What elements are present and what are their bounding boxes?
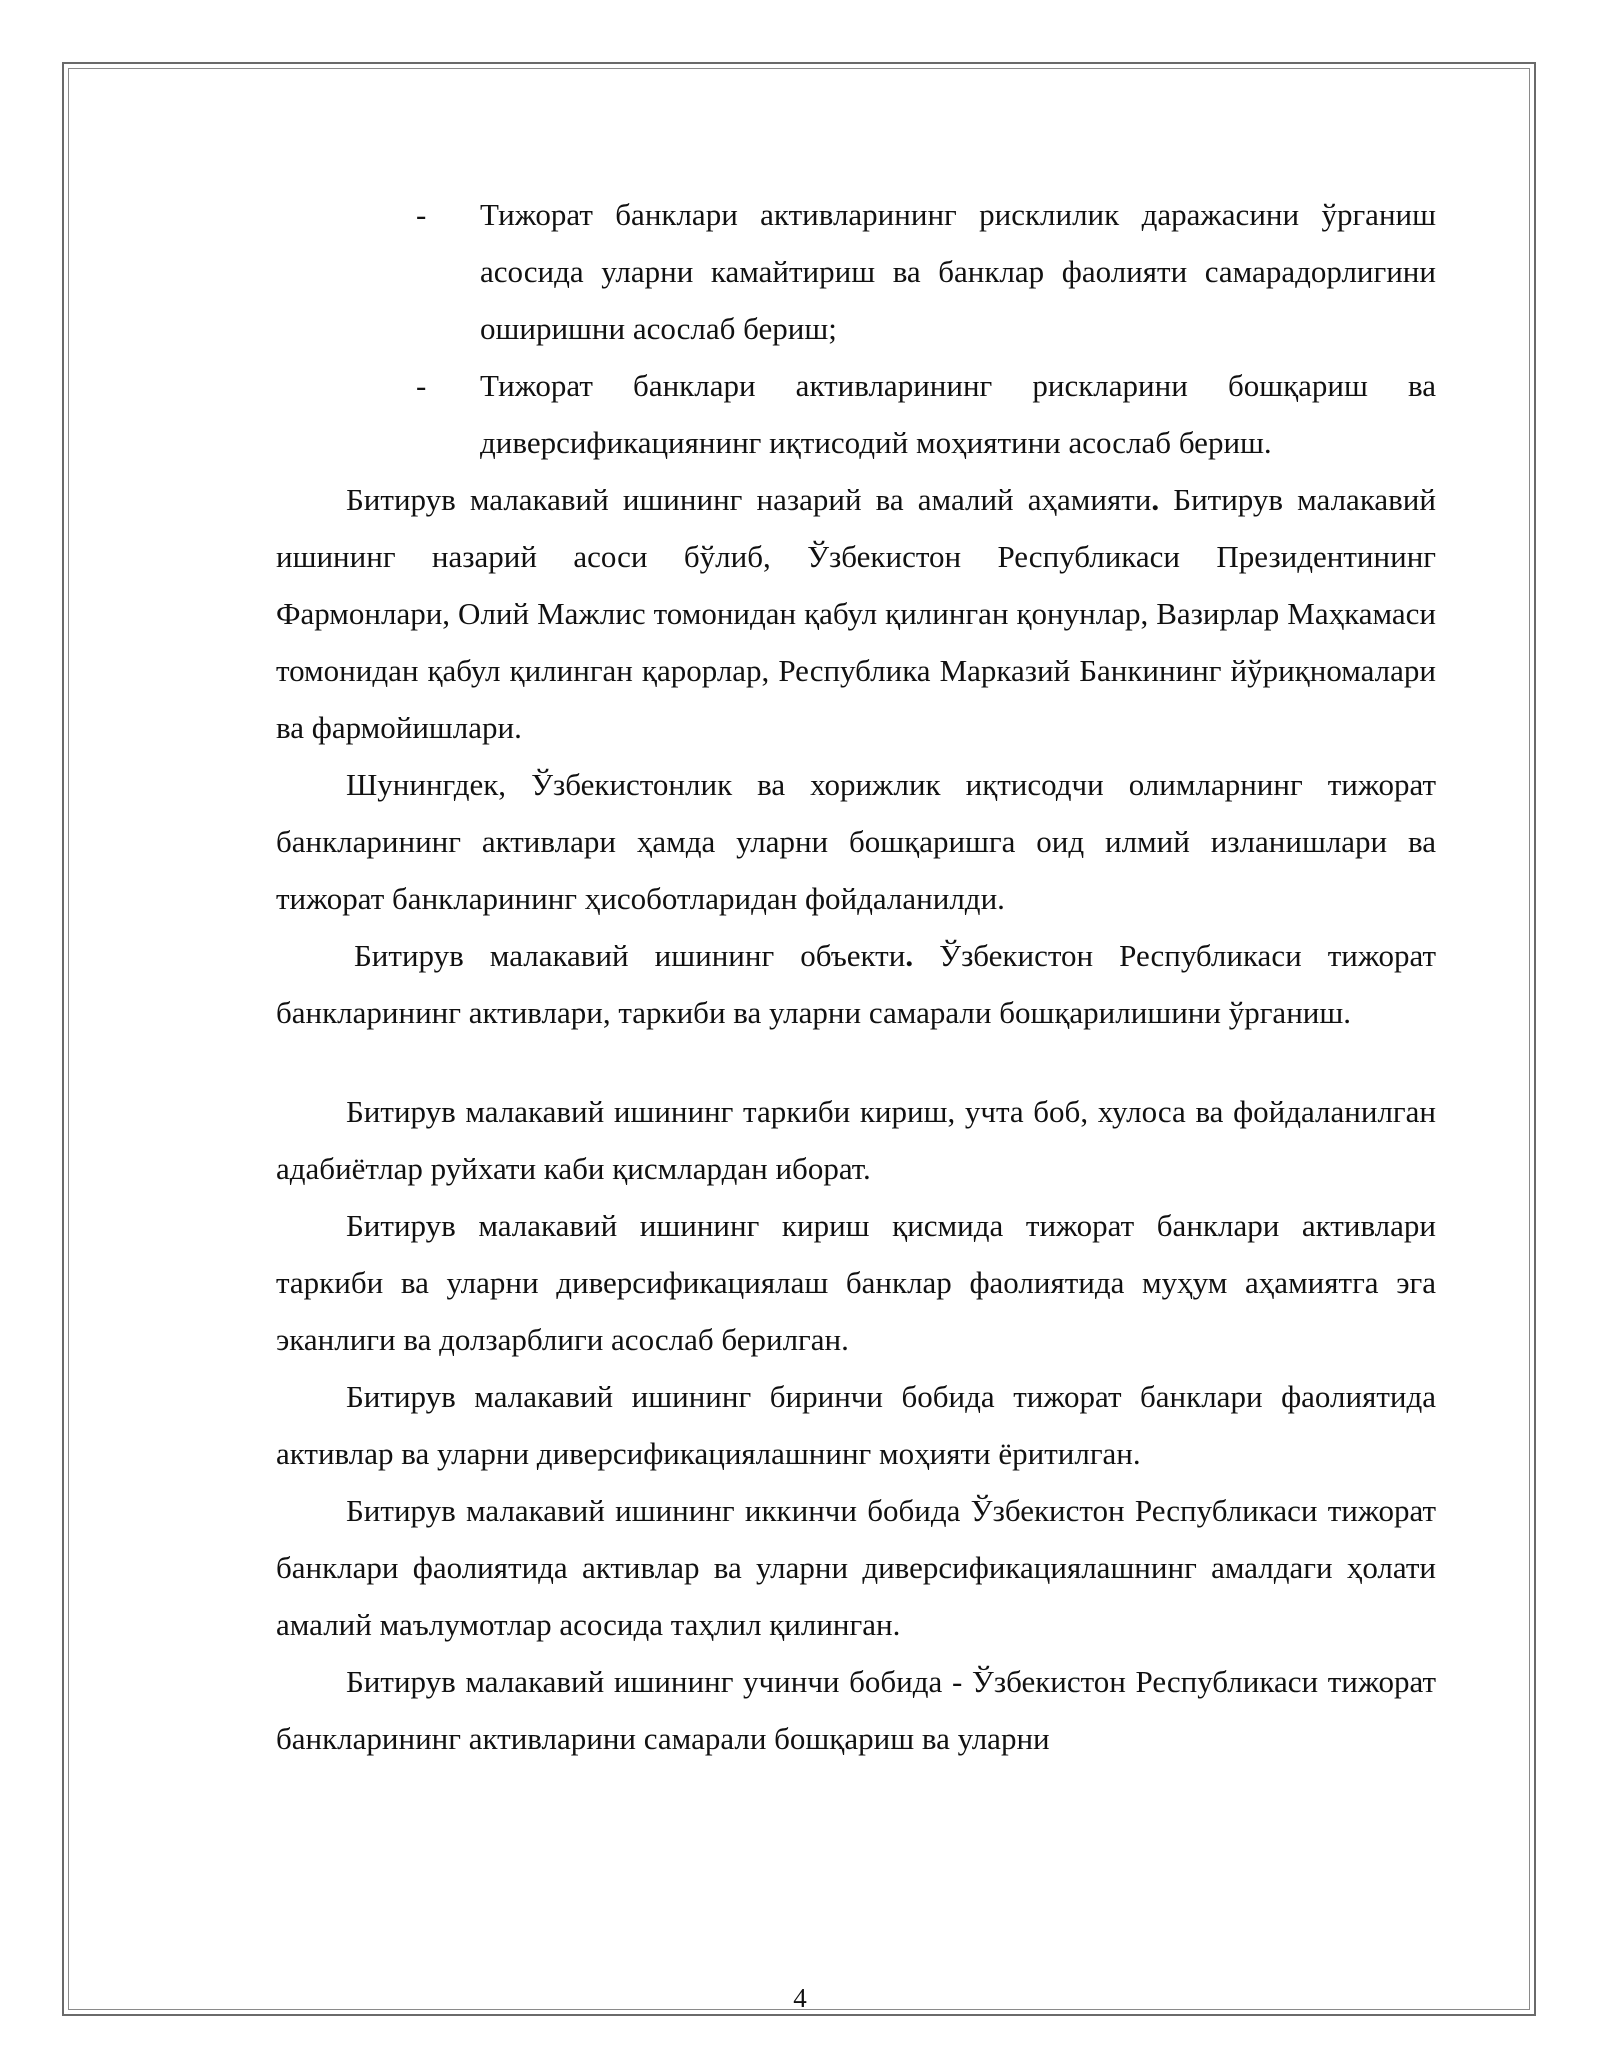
bullet-item bbox=[276, 186, 1436, 357]
bullet-item bbox=[276, 357, 1436, 471]
paragraph-chapter-two: Битирув малакавий ишининг иккинчи бобида Ўзбекистон Республикаси тижорат банклари фаолиятида активлар ва уларни диверсификациялашнинг амалдаги ҳолати амалий маълумотлар асосида таҳлил қилинган. bbox=[276, 1493, 1436, 1642]
bullet-dash: - bbox=[416, 368, 427, 403]
bullet-text: Тижорат банклари активларининг рисклилик даражасини ўрганиш асосида уларни камайтириш ва банклар фаолияти самарадорлигини оширишни асослаб бериш; bbox=[480, 197, 1436, 346]
paragraph-text: Ўзбекистон Республикаси тижорат банкларининг активлари, таркиби ва уларни самарали бошқарилишини ўрганиш. bbox=[276, 938, 1436, 1030]
paragraph-lead-dot: . bbox=[905, 938, 914, 973]
paragraph-object bbox=[276, 927, 1436, 1041]
bullet-text: Тижорат банклари активларининг рискларини бошқариш ва диверсификациянинг иқтисодий моҳиятини асослаб бериш. bbox=[480, 368, 1436, 460]
paragraph-lead: Битирув малакавий ишининг назарий ва амалий аҳамияти bbox=[346, 482, 1152, 517]
paragraph-lead-dot: . bbox=[1151, 482, 1160, 517]
paragraph-sources: Шунингдек, Ўзбекистонлик ва хорижлик иқтисодчи олимларнинг тижорат банкларининг активлари ҳамда уларни бошқаришга оид илмий изланишлари ва тижорат банкларининг ҳисоботларидан фойдаланилди. bbox=[276, 767, 1436, 916]
paragraph-lead: Битирув малакавий ишининг объекти bbox=[354, 938, 906, 973]
paragraph-significance bbox=[276, 471, 1436, 756]
paragraph-spacer bbox=[276, 1041, 1436, 1083]
paragraph-structure: Битирув малакавий ишининг таркиби кириш, учта боб, хулоса ва фойдаланилган адабиётлар руйхати каби қисмлардан иборат. bbox=[276, 1094, 1436, 1186]
paragraph-introduction: Битирув малакавий ишининг кириш қисмида тижорат банклари активлари таркиби ва уларни диверсификациялаш банклар фаолиятида муҳум аҳамиятга эга эканлиги ва долзарблиги асослаб берилган. bbox=[276, 1208, 1436, 1357]
paragraph-text: Битирув малакавий ишининг назарий асоси бўлиб, Ўзбекистон Республикаси Президентининг Фармонлари, Олий Мажлис томонидан қабул қилинган қонунлар, Вазирлар Маҳкамаси томонидан қабул қилинган қарорлар, Республика Марказий Банкининг йўриқномалари ва фармойишлари. bbox=[276, 482, 1436, 745]
paragraph-chapter-three: Битирув малакавий ишининг учинчи бобида - Ўзбекистон Республикаси тижорат банкларининг активларини самарали бошқариш ва уларни bbox=[276, 1664, 1436, 1756]
bullet-dash: - bbox=[416, 197, 427, 232]
paragraph-chapter-one: Битирув малакавий ишининг биринчи бобида тижорат банклари фаолиятида активлар ва уларни диверсификациялашнинг моҳияти ёритилган. bbox=[276, 1379, 1436, 1471]
document-body bbox=[276, 186, 1436, 1767]
page-number: 4 bbox=[793, 1983, 807, 2013]
